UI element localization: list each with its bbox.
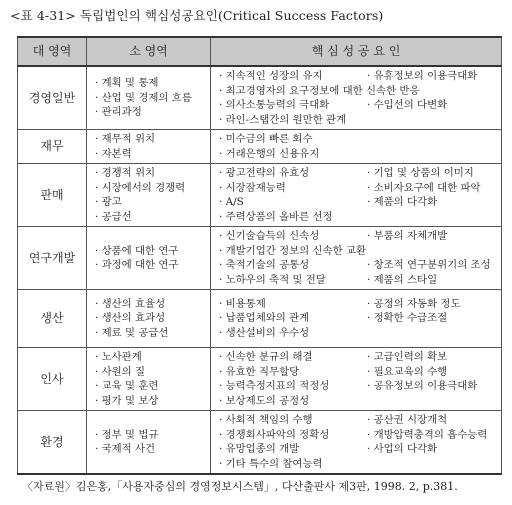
success-factor-cell (211, 130, 502, 164)
sub-area-cell (87, 290, 211, 348)
sub-area-cell (87, 66, 211, 130)
success-factor-item: · 사회적 책임의 수행 (219, 414, 313, 426)
sub-area-list (95, 350, 206, 408)
success-factor-item: · 유효한 직무할당 (219, 365, 300, 378)
sub-area-item: · 생산의 효과성 (95, 312, 166, 325)
csf-table (17, 36, 502, 475)
major-area-cell: 연구개발 (18, 227, 87, 290)
sub-area-list (95, 132, 206, 161)
success-factor-item: · 개발기업간 정보의 신속한 교환 (219, 244, 366, 257)
success-factor-item: · 공산권 시장개척 (367, 414, 448, 426)
sub-area-item: · 생산의 효율성 (95, 297, 166, 310)
sub-area-list (95, 297, 206, 341)
header-success-factors: 핵 심 성 공 요 인 (211, 37, 502, 66)
success-factor-list (219, 166, 497, 224)
success-factor-item: · 라인-스탭간의 원만한 관계 (219, 113, 347, 126)
success-factor-item: · 신기술습득의 신속성 (219, 230, 320, 242)
major-area-cell: 생산 (18, 290, 87, 348)
sub-area-list (95, 244, 206, 273)
success-factor-item: · 제품의 다각화 (367, 196, 438, 208)
sub-area-item: · 계획 및 통제 (95, 77, 159, 90)
success-factor-cell (211, 227, 502, 290)
success-factor-item: · 최고경영자의 요구정보에 대한 신속한 반응 (219, 84, 420, 97)
success-factor-item: · 생산설비의 우수성 (219, 326, 310, 339)
sub-area-item: · 시장에서의 경쟁력 (95, 181, 186, 194)
success-factor-item: · 기타 특수의 참여능력 (219, 457, 323, 470)
sub-area-cell (87, 348, 211, 411)
sub-area-item: · 평가 및 보상 (95, 394, 159, 407)
success-factor-item: · 납품업체와의 관계 (219, 312, 310, 325)
success-factor-item: · 개방압력충격의 흡수능력 (367, 428, 488, 441)
success-factor-item: · 신속한 분규의 해결 (219, 351, 313, 363)
source-note: 〈자료원〉김은홍,「사용자중심의 경영정보시스템」, 다산출판사 제3판, 1998. 2, p.381. (22, 480, 458, 493)
success-factor-item: · 창조적 연구분위기의 조성 (367, 259, 491, 271)
sub-area-item: · 자본력 (95, 147, 132, 160)
success-factor-item: · 보상제도의 공정성 (219, 394, 310, 407)
table-row (18, 411, 502, 475)
success-factor-item: · 광고전략의 유효성 (219, 167, 310, 179)
table-row (18, 290, 502, 348)
sub-area-item: · 관리과정 (95, 106, 142, 119)
sub-area-item: · 사원의 질 (95, 365, 146, 378)
success-factor-item: · 유망업종의 개발 (219, 443, 300, 455)
header-sub-area: 소 영역 (87, 37, 211, 66)
sub-area-cell (87, 411, 211, 475)
success-factor-item: · 노하우의 축적 및 전달 (219, 273, 326, 286)
success-factor-item: · 미수금의 빠른 회수 (219, 133, 313, 145)
major-area-cell: 재무 (18, 130, 87, 164)
success-factor-cell (211, 66, 502, 130)
success-factor-item: · 공유정보의 이용극대화 (367, 380, 478, 392)
sub-area-cell (87, 130, 211, 164)
success-factor-list (219, 413, 497, 471)
success-factor-item: · 필요교육의 수행 (367, 365, 448, 378)
header-row (18, 37, 502, 66)
success-factor-item: · 경쟁회사파악의 정확성 (219, 428, 330, 441)
success-factor-item: · 비용통제 (219, 297, 266, 310)
sub-area-item: · 교육 및 훈련 (95, 380, 159, 392)
sub-area-item: · 정부 및 법규 (95, 428, 159, 441)
header-major-area: 대 영역 (18, 37, 87, 66)
success-factor-list (219, 229, 497, 287)
table-row (18, 130, 502, 164)
major-area-cell: 판매 (18, 164, 87, 227)
sub-area-cell (87, 164, 211, 227)
success-factor-item: · 제품의 스타일 (367, 273, 438, 286)
sub-area-item: · 제료 및 공급선 (95, 326, 169, 339)
success-factor-item: · 거래은행의 신용유지 (219, 147, 320, 160)
success-factor-item: · 지속적인 성장의 유지 (219, 70, 323, 82)
success-factor-item: · 수입선의 다변화 (367, 99, 448, 111)
sub-area-item: · 경쟁적 위치 (95, 167, 156, 179)
success-factor-item: · 공정의 자동화 정도 (367, 297, 461, 310)
success-factor-list (219, 350, 497, 408)
sub-area-item: · 국제적 사건 (95, 443, 156, 455)
success-factor-item: · 주력상품의 올바른 선정 (219, 210, 333, 223)
sub-area-item: · 상품에 대한 연구 (95, 244, 179, 257)
success-factor-item: · 고급인력의 확보 (367, 351, 448, 363)
success-factor-item: · 기업 및 상품의 이미지 (367, 167, 474, 179)
success-factor-item: · 소비자요구에 대한 파악 (367, 181, 481, 194)
success-factor-item: · 사업의 다각화 (367, 443, 438, 455)
sub-area-item: · 산업 및 경제의 흐름 (95, 91, 192, 104)
sub-area-item: · 광고 (95, 196, 122, 208)
success-factor-cell (211, 348, 502, 411)
sub-area-item: · 노사관계 (95, 351, 142, 363)
sub-area-item: · 재무적 위치 (95, 133, 156, 145)
table-caption: <표 4-31> 독립법인의 핵심성공요인(Critical Success Factors) (10, 8, 384, 23)
success-factor-cell (211, 411, 502, 475)
major-area-cell: 경영일반 (18, 66, 87, 130)
major-area-cell: 인사 (18, 348, 87, 411)
sub-area-list (95, 76, 206, 120)
success-factor-item: · 유휴정보의 이용극대화 (367, 70, 478, 82)
major-area-cell: 환경 (18, 411, 87, 475)
sub-area-item: · 공급선 (95, 210, 132, 223)
success-factor-item: · 의사소통능력의 극대화 (219, 99, 330, 111)
success-factor-cell (211, 290, 502, 348)
success-factor-item: · 능력측정지표의 적정성 (219, 380, 330, 392)
sub-area-item: · 과정에 대한 연구 (95, 259, 179, 271)
success-factor-item: · 정확한 수급조절 (367, 312, 448, 325)
success-factor-item: · A/S (219, 196, 244, 208)
sub-area-list (95, 166, 206, 224)
table-row (18, 66, 502, 130)
success-factor-item: · 축적기술의 공통성 (219, 259, 310, 271)
success-factor-list (219, 132, 497, 161)
success-factor-item: · 시장잠재능력 (219, 181, 286, 194)
success-factor-item: · 부품의 자체개발 (367, 230, 448, 242)
table-row (18, 348, 502, 411)
success-factor-cell (211, 164, 502, 227)
table-row (18, 227, 502, 290)
sub-area-cell (87, 227, 211, 290)
success-factor-list (219, 69, 497, 127)
success-factor-list (219, 297, 497, 341)
table-row (18, 164, 502, 227)
sub-area-list (95, 428, 206, 457)
